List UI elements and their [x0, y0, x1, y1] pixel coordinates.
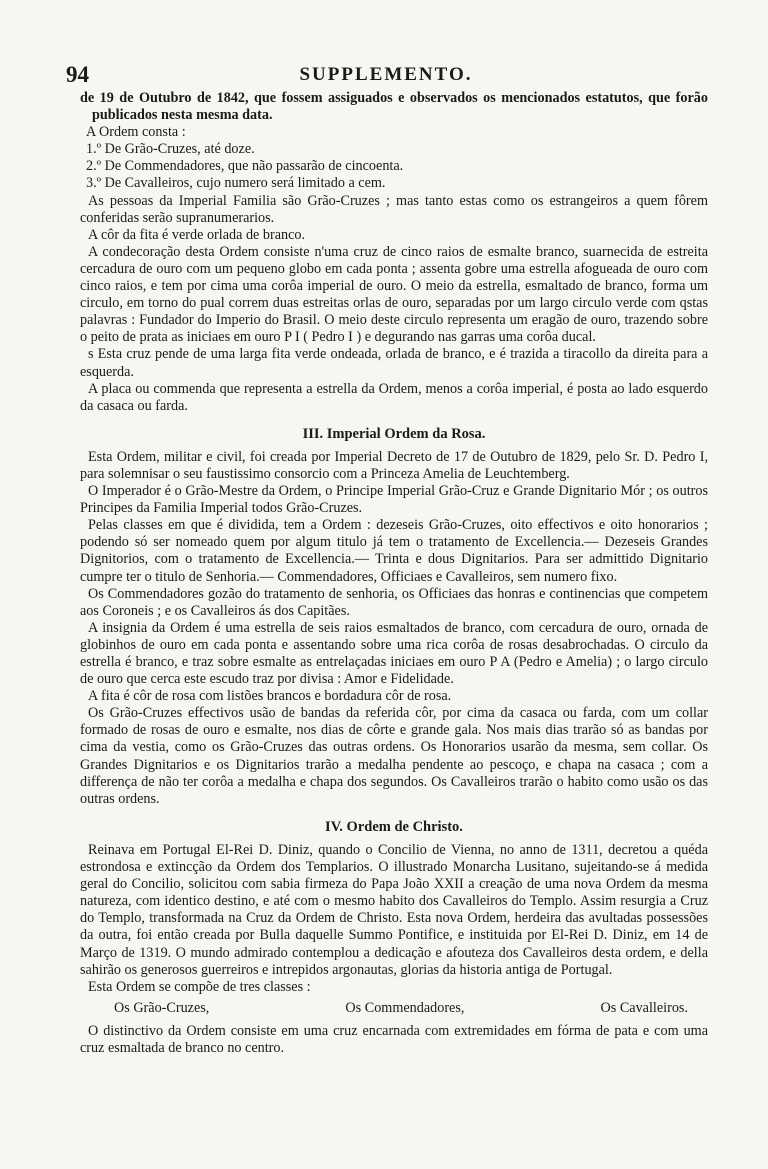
paragraph: Os Commendadores gozão do tratamento de senhoria, os Officiaes das honras e continencias que competem aos Coroneis ; e os Cavalleiros ás dos Capitães.: [80, 585, 708, 619]
running-title: SUPPLEMENTO.: [299, 64, 473, 85]
paragraph: O Imperador é o Grão-Mestre da Ordem, o Principe Imperial Grão-Cruz e Grande Dignitario Mór ; os outros Principes da Familia Imperial todos Grão-Cruzes.: [80, 483, 708, 517]
paragraph: Pelas classes em que é dividida, tem a Ordem : dezeseis Grão-Cruzes, oito effectivos e oito honorarios ; podendo só ser nomeado quem por algum titulo já tem o tratamento de Excellencia.— Dezeseis Grandes Dignitorios, com o tratamento de Excellencia.— Trinta e dous Dignitarios. Para ser admittido Dignitario cumpre ter o titulo de Senhoria.— Commendadores, Officiaes e Cavalleiros, sem numero fixo.: [80, 517, 708, 585]
class-item: Os Grão-Cruzes,: [114, 999, 210, 1016]
classes-intro: Esta Ordem se compõe de tres classes :: [88, 978, 311, 995]
paragraph: As pessoas da Imperial Familia são Grão-Cruzes ; mas tanto estas como os estrangeiros a quem fôrem conferidas serão supranumerarios.: [80, 192, 708, 226]
classes-row: [80, 996, 708, 1023]
paragraph: Reinava em Portugal El-Rei D. Diniz, quando o Concilio de Vienna, no anno de 1311, decretou a quéda estrondosa e extincção da Ordem dos Templarios. O illustrado Monarcha Lusitano, sujeitando-se á medida geral do Concilio, solicitou com sabia firmeza do Papa João XXII a creação de uma nova Ordem da mesma natureza, com identico destino, e até com o mesmo habito dos Cavalleiros do Templo. Assim resurgia a Cruz do Templo, transformada na Cruz da Ordem de Christo. Esta nova Ordem, herdeira das avultadas possessões da outra, foi então creada por Bulla daquelle Summo Pontifice, e instituida por El-Rei D. Diniz, em 14 de Março de 1319. O mundo admirado contemplou a dedicação e afouteza dos Cavalleiros desta ordem, e della sahirão os generosos guerreiros e intrepidos argonautas, glorias da historia antiga de Portugal.: [80, 841, 708, 978]
class-item: Os Commendadores,: [345, 999, 465, 1016]
paragraph: Os Grão-Cruzes effectivos usão de bandas da referida côr, por cima da casaca ou farda, com um collar formado de rosas de ouro e esmalte, nos dias de côrte e grande gala. Nos mais dias trarão só as bandas por cima da vestia, como os Grão-Cruzes das outras ordens. Os Honorarios usarão da mesma, sem collar. Os Grandes Dignitarios e os Dignitarios trarão a medalha pendente ao pescoço, e chapa na casaca ; com a differença de não ter corôa a medalha e chapa dos segundos. Os Cavalleiros trarão o habito como usão os das outras ordens.: [80, 705, 708, 807]
order-line: 3.º De Cavalleiros, cujo numero será limitado a cem.: [86, 175, 386, 192]
section-heading-rosa: III. Imperial Ordem da Rosa.: [302, 425, 486, 442]
order-line: 2.º De Commendadores, que não passarão de cincoenta.: [86, 158, 404, 175]
order-line: 1.º De Grão-Cruzes, até doze.: [86, 141, 255, 158]
section-heading-christo: IV. Ordem de Christo.: [325, 818, 463, 835]
paragraph: O distinctivo da Ordem consiste em uma cruz encarnada com extremidades em fórma de pata e com uma cruz esmaltada de branco no centro.: [80, 1022, 708, 1056]
paragraph: A insignia da Ordem é uma estrella de seis raios esmaltados de branco, com cercadura de ouro, ornada de globinhos de ouro em cada ponta e assentando sobre uma rica corôa de rosas desabrochadas. O circulo da estrella é branco, e traz sobre esmalte as entrelaçadas iniciaes em ouro P A (Pedro e Amelia) ; o largo circulo de ouro que cerca este escudo traz por divisa : Amor e Fidelidade.: [80, 619, 708, 688]
paragraph: Esta Ordem, militar e civil, foi creada por Imperial Decreto de 17 de Outubro de 1829, pelo Sr. D. Pedro I, para solemnisar o seu faustissimo consorcio com a Princeza Amelia de Leuchtemberg.: [80, 448, 708, 482]
page-body: [80, 90, 708, 1057]
page-number: 94: [66, 62, 89, 87]
paragraph: A fita é côr de rosa com listões brancos e bordadura côr de rosa.: [88, 688, 452, 705]
page-header: [66, 62, 706, 88]
paragraph: s Esta cruz pende de uma larga fita verde ondeada, orlada de branco, e é trazida a tiracollo da direita para a esquerda.: [80, 346, 708, 380]
paragraph: A condecoração desta Ordem consiste n'uma cruz de cinco raios de esmalte branco, suarnecida de estreita cercadura de ouro com um pequeno globo em cada ponta ; assenta gobre uma estrella afogueada de ouro com cinco raios, e tem por cima uma corôa imperial de ouro. O meio da estrella, esmaltado de branco, forma um circulo, em torno do pual correm duas estreitas orlas de ouro, separadas por um largo circulo verde com qstas palavras : Fundador do Imperio do Brasil. O meio deste circulo representa um eragão de ouro, trazendo sobre o peito de prata as iniciaes em ouro P I ( Pedro I ) e degurando nas garras uma corôa ducal.: [80, 243, 708, 346]
paragraph: A placa ou commenda que representa a estrella da Ordem, menos a corôa imperial, é posta ao lado esquerdo da casaca ou farda.: [80, 380, 708, 414]
order-line: A Ordem consta :: [86, 124, 186, 141]
intro-paragraph: de 19 de Outubro de 1842, que fossem assiguados e observados os mencionados estatutos, que forão publicados nesta mesma data.: [80, 90, 708, 124]
paragraph: A côr da fita é verde orlada de branco.: [88, 226, 306, 243]
class-item: Os Cavalleiros.: [600, 999, 688, 1016]
